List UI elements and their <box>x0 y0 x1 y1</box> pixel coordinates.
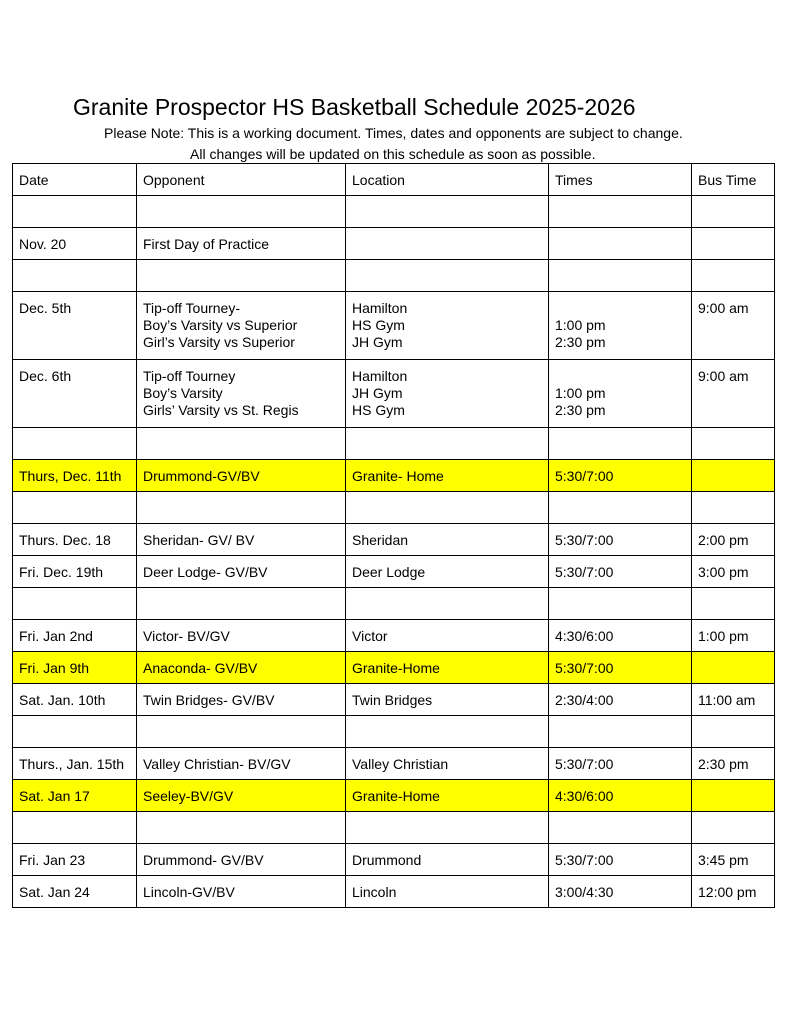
cell-text <box>352 724 542 741</box>
cell-times <box>549 292 692 360</box>
cell-text <box>555 368 685 385</box>
cell-text <box>698 436 768 453</box>
cell-opponent <box>137 844 346 876</box>
cell-text: 9:00 am <box>698 300 749 316</box>
cell-text: Twin Bridges <box>352 692 433 708</box>
header-times: Times <box>549 164 692 196</box>
cell-location <box>346 524 549 556</box>
cell-date <box>13 844 137 876</box>
cell-date <box>13 292 137 360</box>
cell-date <box>13 228 137 260</box>
header-bus-time: Bus Time <box>692 164 775 196</box>
cell-times <box>549 620 692 652</box>
cell-location <box>346 428 549 460</box>
cell-text <box>555 596 685 613</box>
cell-text: Valley Christian- BV/GV <box>143 756 291 772</box>
cell-location <box>346 620 549 652</box>
cell-text <box>555 436 685 453</box>
cell-date <box>13 780 137 812</box>
cell-text: 12:00 pm <box>698 884 757 900</box>
cell-text: Sheridan <box>352 532 409 548</box>
cell-location <box>346 492 549 524</box>
cell-location <box>346 260 549 292</box>
cell-location <box>346 652 549 684</box>
cell-text <box>19 436 130 453</box>
cell-text: Valley Christian <box>352 756 449 772</box>
cell-bus-time <box>692 460 775 492</box>
cell-location <box>346 228 549 260</box>
cell-date <box>13 196 137 228</box>
cell-text <box>698 236 768 253</box>
cell-text: Deer Lodge- GV/BV <box>143 564 268 580</box>
cell-text: Sat. Jan 17 <box>19 788 90 804</box>
cell-bus-time <box>692 620 775 652</box>
cell-text: 4:30/6:00 <box>555 788 614 804</box>
header-date: Date <box>13 164 137 196</box>
schedule-body <box>13 164 775 908</box>
cell-opponent <box>137 260 346 292</box>
cell-location <box>346 684 549 716</box>
cell-text <box>352 596 542 613</box>
cell-text <box>352 268 542 285</box>
cell-text <box>555 820 685 837</box>
cell-text: 5:30/7:00 <box>555 564 614 580</box>
cell-opponent <box>137 428 346 460</box>
cell-text: Dec. 5th <box>19 300 72 316</box>
cell-text <box>19 268 130 285</box>
cell-text <box>352 204 542 221</box>
cell-times <box>549 748 692 780</box>
cell-text <box>352 436 542 453</box>
cell-location <box>346 780 549 812</box>
cell-text <box>698 268 768 285</box>
cell-date <box>13 460 137 492</box>
cell-text <box>19 820 130 837</box>
cell-times <box>549 684 692 716</box>
note-line-2: All changes will be updated on this schedule as soon as possible. <box>190 146 596 162</box>
cell-text <box>698 788 768 805</box>
cell-text <box>352 820 542 837</box>
cell-opponent <box>137 652 346 684</box>
cell-bus-time <box>692 524 775 556</box>
cell-bus-time <box>692 876 775 908</box>
cell-bus-time <box>692 748 775 780</box>
cell-times <box>549 588 692 620</box>
cell-text: Granite- Home <box>352 468 444 484</box>
cell-text: Victor- BV/GV <box>143 628 230 644</box>
table-row <box>13 556 775 588</box>
cell-opponent <box>137 292 346 360</box>
cell-date <box>13 876 137 908</box>
cell-opponent <box>137 196 346 228</box>
cell-text <box>352 236 542 253</box>
cell-text: 2:30/4:00 <box>555 692 614 708</box>
cell-location <box>346 292 549 360</box>
cell-text: Anaconda- GV/BV <box>143 660 258 676</box>
cell-opponent <box>137 228 346 260</box>
cell-text: Thurs, Dec. 11th <box>19 468 122 484</box>
cell-text: First Day of Practice <box>143 236 270 252</box>
cell-text: HS Gym <box>352 317 405 333</box>
cell-opponent <box>137 588 346 620</box>
cell-text <box>555 236 685 253</box>
cell-location <box>346 588 549 620</box>
cell-opponent <box>137 360 346 428</box>
cell-text: 5:30/7:00 <box>555 468 614 484</box>
cell-bus-time <box>692 812 775 844</box>
cell-opponent <box>137 556 346 588</box>
cell-text <box>698 204 768 221</box>
cell-text: 3:00 pm <box>698 564 749 580</box>
table-row <box>13 876 775 908</box>
table-row <box>13 620 775 652</box>
cell-bus-time <box>692 260 775 292</box>
cell-text: Drummond- GV/BV <box>143 852 264 868</box>
cell-opponent <box>137 780 346 812</box>
cell-text: 3:00/4:30 <box>555 884 614 900</box>
table-row <box>13 716 775 748</box>
cell-date <box>13 492 137 524</box>
cell-times <box>549 716 692 748</box>
cell-opponent <box>137 492 346 524</box>
cell-text <box>143 204 339 221</box>
cell-location <box>346 812 549 844</box>
table-row <box>13 492 775 524</box>
cell-location <box>346 360 549 428</box>
table-row <box>13 812 775 844</box>
cell-location <box>346 196 549 228</box>
cell-text: Fri. Jan 9th <box>19 660 90 676</box>
cell-location <box>346 748 549 780</box>
cell-text <box>143 724 339 741</box>
cell-text <box>143 596 339 613</box>
cell-opponent <box>137 684 346 716</box>
cell-date <box>13 620 137 652</box>
cell-text <box>698 660 768 677</box>
cell-bus-time <box>692 780 775 812</box>
cell-location <box>346 460 549 492</box>
cell-text <box>698 820 768 837</box>
cell-text: Drummond-GV/BV <box>143 468 260 484</box>
cell-text: Boy’s Varsity vs Superior <box>143 317 298 333</box>
cell-text: 5:30/7:00 <box>555 756 614 772</box>
cell-opponent <box>137 460 346 492</box>
cell-date <box>13 428 137 460</box>
cell-times <box>549 228 692 260</box>
cell-text: 5:30/7:00 <box>555 660 614 676</box>
schedule-table <box>12 163 775 908</box>
table-row <box>13 428 775 460</box>
cell-opponent <box>137 876 346 908</box>
cell-opponent <box>137 812 346 844</box>
cell-times <box>549 556 692 588</box>
cell-bus-time <box>692 428 775 460</box>
cell-text <box>555 724 685 741</box>
cell-text: Fri. Dec. 19th <box>19 564 104 580</box>
cell-times <box>549 812 692 844</box>
cell-opponent <box>137 748 346 780</box>
cell-text <box>19 500 130 517</box>
cell-text: Lincoln <box>352 884 397 900</box>
cell-bus-time <box>692 844 775 876</box>
table-row <box>13 684 775 716</box>
cell-text: Nov. 20 <box>19 236 67 252</box>
cell-bus-time <box>692 196 775 228</box>
cell-times <box>549 524 692 556</box>
cell-bus-time <box>692 556 775 588</box>
cell-date <box>13 556 137 588</box>
cell-text <box>19 724 130 741</box>
cell-opponent <box>137 716 346 748</box>
cell-times <box>549 428 692 460</box>
cell-text: 2:30 pm <box>555 334 606 350</box>
cell-text <box>555 204 685 221</box>
table-row <box>13 292 775 360</box>
cell-date <box>13 716 137 748</box>
cell-text: Thurs., Jan. 15th <box>19 756 125 772</box>
cell-date <box>13 524 137 556</box>
cell-bus-time <box>692 716 775 748</box>
cell-text <box>19 596 130 613</box>
table-row <box>13 260 775 292</box>
cell-text: Dec. 6th <box>19 368 72 384</box>
cell-date <box>13 812 137 844</box>
cell-text: 4:30/6:00 <box>555 628 614 644</box>
cell-location <box>346 716 549 748</box>
cell-text: Sheridan- GV/ BV <box>143 532 255 548</box>
table-row-home-game <box>13 652 775 684</box>
cell-text: Girls’ Varsity vs St. Regis <box>143 402 299 418</box>
cell-text: Drummond <box>352 852 422 868</box>
cell-text: 5:30/7:00 <box>555 532 614 548</box>
cell-text: 1:00 pm <box>555 317 606 333</box>
cell-text: 2:00 pm <box>698 532 749 548</box>
cell-bus-time <box>692 684 775 716</box>
cell-text: Boy’s Varsity <box>143 385 223 401</box>
table-row <box>13 196 775 228</box>
cell-text: 11:00 am <box>698 692 756 708</box>
cell-times <box>549 780 692 812</box>
cell-text: Hamilton <box>352 300 408 316</box>
cell-text: 3:45 pm <box>698 852 749 868</box>
cell-text <box>698 468 768 485</box>
cell-text: Victor <box>352 628 388 644</box>
table-row-home-game <box>13 460 775 492</box>
cell-text: Granite-Home <box>352 660 440 676</box>
cell-times <box>549 876 692 908</box>
cell-text: Tip-off Tourney- <box>143 300 241 316</box>
cell-times <box>549 460 692 492</box>
cell-times <box>549 652 692 684</box>
cell-text <box>352 500 542 517</box>
cell-text <box>143 268 339 285</box>
cell-opponent <box>137 524 346 556</box>
cell-text: Seeley-BV/GV <box>143 788 234 804</box>
cell-bus-time <box>692 292 775 360</box>
cell-bus-time <box>692 228 775 260</box>
cell-date <box>13 748 137 780</box>
note-line-1: Please Note: This is a working document. Times, dates and opponents are subject to change. <box>104 125 683 141</box>
cell-times <box>549 360 692 428</box>
cell-location <box>346 876 549 908</box>
cell-location <box>346 556 549 588</box>
header-location: Location <box>346 164 549 196</box>
cell-date <box>13 260 137 292</box>
cell-text <box>19 204 130 221</box>
cell-times <box>549 492 692 524</box>
cell-times <box>549 844 692 876</box>
cell-date <box>13 588 137 620</box>
cell-location <box>346 844 549 876</box>
cell-text <box>555 268 685 285</box>
cell-times <box>549 196 692 228</box>
cell-text <box>143 436 339 453</box>
table-row <box>13 360 775 428</box>
cell-text: Deer Lodge <box>352 564 426 580</box>
cell-bus-time <box>692 360 775 428</box>
cell-bus-time <box>692 588 775 620</box>
cell-text <box>143 820 339 837</box>
cell-text <box>698 724 768 741</box>
cell-text: 2:30 pm <box>698 756 749 772</box>
cell-times <box>549 260 692 292</box>
cell-text <box>698 500 768 517</box>
cell-text: Granite-Home <box>352 788 440 804</box>
cell-text <box>143 500 339 517</box>
table-row <box>13 844 775 876</box>
cell-bus-time <box>692 652 775 684</box>
table-row-home-game <box>13 780 775 812</box>
cell-text: Tip-off Tourney <box>143 368 236 384</box>
cell-text <box>555 300 685 317</box>
cell-text <box>698 596 768 613</box>
table-row <box>13 588 775 620</box>
cell-text: Twin Bridges- GV/BV <box>143 692 275 708</box>
cell-date <box>13 360 137 428</box>
cell-text: Lincoln-GV/BV <box>143 884 235 900</box>
cell-date <box>13 684 137 716</box>
header-opponent: Opponent <box>137 164 346 196</box>
cell-bus-time <box>692 492 775 524</box>
table-row <box>13 524 775 556</box>
document-title: Granite Prospector HS Basketball Schedule 2025-2026 <box>73 94 636 120</box>
cell-text: Hamilton <box>352 368 408 384</box>
cell-text: Fri. Jan 2nd <box>19 628 93 644</box>
cell-text: Girl’s Varsity vs Superior <box>143 334 295 350</box>
cell-opponent <box>137 620 346 652</box>
cell-text: Sat. Jan. 10th <box>19 692 106 708</box>
cell-text: Sat. Jan 24 <box>19 884 90 900</box>
cell-text: JH Gym <box>352 334 403 350</box>
cell-text <box>555 500 685 517</box>
cell-text: Thurs. Dec. 18 <box>19 532 111 548</box>
cell-text: Fri. Jan 23 <box>19 852 86 868</box>
cell-text: JH Gym <box>352 385 403 401</box>
table-row <box>13 228 775 260</box>
cell-text: HS Gym <box>352 402 405 418</box>
cell-date <box>13 652 137 684</box>
cell-text: 1:00 pm <box>555 385 606 401</box>
table-row <box>13 748 775 780</box>
header-row <box>13 164 775 196</box>
cell-text: 2:30 pm <box>555 402 606 418</box>
cell-text: 9:00 am <box>698 368 749 384</box>
cell-text: 5:30/7:00 <box>555 852 614 868</box>
cell-text: 1:00 pm <box>698 628 749 644</box>
